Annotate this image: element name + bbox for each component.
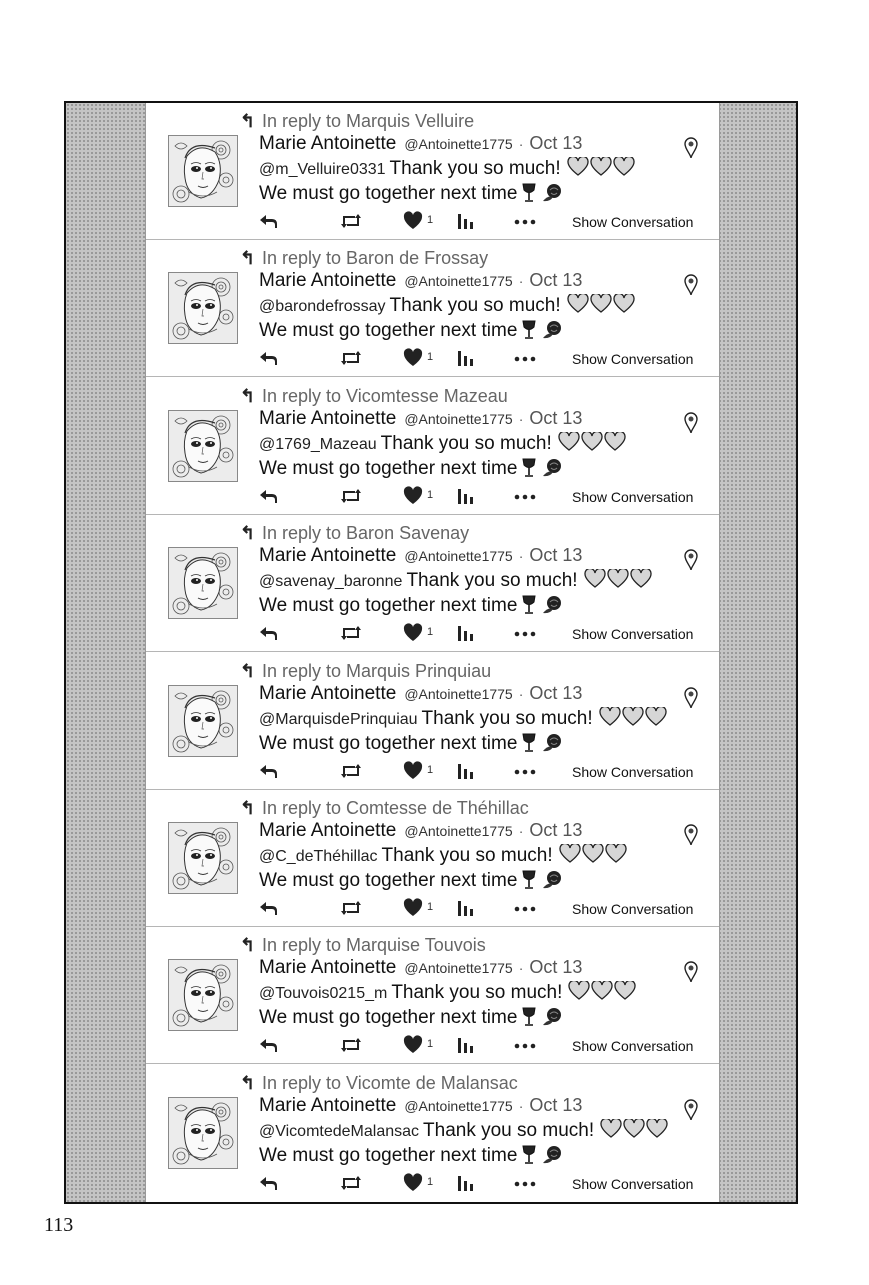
mention-link[interactable]: @C_deThéhillac [259, 848, 378, 865]
show-conversation-link[interactable]: Show Conversation [572, 1038, 694, 1055]
like-count: 1 [427, 351, 434, 364]
like-count: 1 [427, 488, 434, 501]
show-conversation-link[interactable]: Show Conversation [572, 901, 694, 917]
display-name[interactable]: Marie Antoinette [259, 407, 397, 429]
user-handle[interactable]: @Antoinette1775 [404, 1097, 513, 1114]
location-pin-icon [683, 687, 699, 709]
tweet-text-second: We must go together next time [259, 1007, 518, 1029]
separator-dot: · [518, 273, 524, 290]
reply-to-text: In reply to Baron de Frossay [262, 248, 489, 269]
wine-glass-icon [522, 1007, 536, 1033]
user-handle[interactable]: @Antoinette1775 [404, 273, 513, 290]
heart-outline-icon [584, 569, 652, 595]
tweet-text-line-1 [259, 157, 635, 183]
user-handle[interactable]: @Antoinette1775 [404, 548, 513, 565]
heart-outline-icon [567, 157, 635, 183]
avatar[interactable] [168, 959, 238, 1031]
tweet-actions [146, 486, 719, 508]
reply-context[interactable] [240, 386, 508, 407]
reply-context-icon: ↰ [240, 523, 256, 544]
rose-icon [541, 1145, 563, 1171]
heart-icon[interactable] [403, 1035, 423, 1055]
avatar[interactable] [168, 685, 238, 757]
reply-to-text: In reply to Marquis Velluire [262, 111, 475, 131]
user-handle[interactable]: @Antoinette1775 [404, 410, 513, 427]
heart-icon[interactable] [403, 211, 423, 231]
tweet-text-line-2 [259, 1007, 563, 1033]
stats-bars-icon[interactable] [457, 1173, 475, 1193]
reply-context-icon: ↰ [240, 798, 256, 818]
more-dots-icon[interactable] [514, 211, 536, 231]
tweet-header [259, 683, 582, 705]
heart-outline-icon [568, 981, 636, 1007]
display-name[interactable]: Marie Antoinette [259, 133, 397, 154]
display-name[interactable]: Marie Antoinette [259, 545, 397, 567]
display-name[interactable]: Marie Antoinette [259, 957, 397, 979]
like-count: 1 [427, 214, 434, 226]
show-conversation-link[interactable]: Show Conversation [572, 351, 694, 368]
more-dots-icon[interactable] [514, 1173, 536, 1193]
tweet-text: Thank you so much! [389, 295, 561, 317]
tweet-date[interactable]: Oct 13 [529, 820, 583, 840]
tweet-card[interactable] [146, 103, 719, 240]
reply-context[interactable] [240, 798, 529, 819]
separator-dot: · [518, 136, 524, 152]
wine-glass-icon [522, 183, 536, 209]
tweet-date[interactable]: Oct 13 [529, 133, 583, 153]
user-handle[interactable]: @Antoinette1775 [404, 136, 513, 152]
stats-bars-icon[interactable] [457, 761, 475, 781]
tweet-text-line-1 [259, 294, 635, 320]
retweet-icon[interactable] [339, 898, 363, 918]
wine-glass-icon [522, 870, 536, 896]
tweet-text-line-2 [259, 733, 563, 759]
wine-glass-icon [522, 733, 536, 759]
tweet-text-line-1 [259, 707, 667, 733]
tweet-card[interactable] [146, 927, 719, 1064]
tweet-header [259, 545, 582, 567]
reply-to-text: In reply to Comtesse de Théhillac [262, 798, 529, 818]
reply-context-icon: ↰ [240, 1072, 256, 1093]
retweet-icon[interactable] [339, 761, 363, 781]
tweet-text-second: We must go together next time [259, 870, 518, 891]
reply-context-icon: ↰ [240, 660, 256, 681]
display-name[interactable]: Marie Antoinette [259, 820, 397, 841]
reply-context-icon: ↰ [240, 385, 256, 406]
tweet-actions [146, 211, 719, 233]
tweet-text-second: We must go together next time [259, 183, 518, 204]
mention-link[interactable]: @m_Velluire0331 [259, 161, 386, 178]
tweet-card[interactable] [146, 790, 719, 927]
rose-icon [541, 595, 563, 621]
tweet-card[interactable] [146, 1065, 719, 1202]
reply-arrow-icon[interactable] [258, 1035, 278, 1055]
retweet-icon[interactable] [339, 486, 363, 506]
show-conversation-link[interactable]: Show Conversation [572, 626, 694, 643]
like-count: 1 [427, 763, 434, 776]
stats-bars-icon[interactable] [457, 898, 475, 918]
tweet-actions [146, 761, 719, 783]
tweet-text-line-1 [259, 432, 626, 458]
rose-icon [541, 458, 563, 484]
tweet-text: Thank you so much! [389, 158, 561, 179]
tweet-text-line-2 [259, 1145, 563, 1171]
avatar[interactable] [168, 547, 238, 619]
reply-context[interactable] [240, 661, 491, 682]
separator-dot: · [518, 823, 524, 839]
tweet-card[interactable] [146, 378, 719, 515]
more-dots-icon[interactable] [514, 486, 536, 506]
user-handle[interactable]: @Antoinette1775 [404, 960, 513, 977]
wine-glass-icon [522, 595, 536, 621]
tweet-actions [146, 1035, 719, 1057]
wine-glass-icon [522, 458, 536, 484]
reply-context[interactable] [240, 935, 486, 956]
heart-outline-icon [600, 1119, 668, 1145]
reply-arrow-icon[interactable] [258, 211, 278, 231]
display-name[interactable]: Marie Antoinette [259, 1094, 397, 1116]
retweet-icon[interactable] [339, 623, 363, 643]
stats-bars-icon[interactable] [457, 486, 475, 506]
user-handle[interactable]: @Antoinette1775 [404, 823, 513, 839]
tweet-actions [146, 623, 719, 645]
tweet-actions [146, 348, 719, 370]
tweet-card[interactable] [146, 240, 719, 377]
tweet-text-line-2 [259, 458, 563, 484]
heart-icon[interactable] [403, 623, 423, 643]
tweet-card[interactable] [146, 653, 719, 790]
tweet-text-line-1 [259, 844, 627, 870]
reply-to-text: In reply to Baron Savenay [262, 523, 470, 544]
mention-link[interactable]: @MarquisdePrinquiau [259, 710, 418, 728]
reply-arrow-icon[interactable] [258, 348, 278, 368]
tweet-text: Thank you so much! [391, 982, 563, 1004]
reply-context[interactable] [240, 111, 474, 132]
retweet-icon[interactable] [339, 348, 363, 368]
heart-outline-icon [558, 432, 626, 458]
tweet-text: Thank you so much! [406, 570, 578, 592]
like-count: 1 [427, 626, 434, 639]
like-count: 1 [427, 1038, 434, 1051]
tweet-header [259, 408, 582, 430]
tweet-actions [146, 1173, 719, 1195]
retweet-icon[interactable] [339, 211, 363, 231]
reply-context-icon: ↰ [240, 248, 256, 269]
tweet-text-line-2 [259, 183, 563, 209]
tweet-text: Thank you so much! [380, 432, 552, 454]
tweet-text-line-2 [259, 320, 563, 346]
reply-to-text: In reply to Vicomtesse Mazeau [262, 385, 508, 406]
tweet-date[interactable]: Oct 13 [529, 957, 583, 978]
stats-bars-icon[interactable] [457, 211, 475, 231]
reply-context-icon: ↰ [240, 111, 256, 131]
tweet-text-line-1 [259, 1119, 668, 1145]
rose-icon [541, 870, 563, 896]
tweet-text-second: We must go together next time [259, 1144, 518, 1166]
reply-arrow-icon[interactable] [258, 761, 278, 781]
tweet-date[interactable]: Oct 13 [529, 270, 583, 291]
tweet-date[interactable]: Oct 13 [529, 407, 583, 428]
reply-to-text: In reply to Marquis Prinquiau [262, 660, 492, 681]
display-name[interactable]: Marie Antoinette [259, 682, 397, 704]
user-handle[interactable]: @Antoinette1775 [404, 685, 513, 702]
tweet-header [259, 133, 582, 155]
reply-arrow-icon[interactable] [258, 898, 278, 918]
tweet-text: Thank you so much! [421, 707, 593, 729]
separator-dot: · [518, 685, 524, 702]
tweet-date[interactable]: Oct 13 [529, 545, 583, 566]
avatar[interactable] [168, 272, 238, 344]
show-conversation-link[interactable]: Show Conversation [572, 1175, 694, 1192]
stats-bars-icon[interactable] [457, 1035, 475, 1055]
mention-link[interactable]: @Touvois0215_m [259, 985, 388, 1003]
location-pin-icon [683, 274, 699, 296]
heart-icon[interactable] [403, 1173, 423, 1193]
tweet-date[interactable]: Oct 13 [529, 682, 583, 703]
location-pin-icon [683, 824, 699, 846]
tweet-text-second: We must go together next time [259, 595, 518, 617]
location-pin-icon [683, 961, 699, 983]
reply-to-text: In reply to Vicomte de Malansac [262, 1072, 518, 1093]
tweet-text: Thank you so much! [381, 845, 553, 866]
reply-context[interactable] [240, 1073, 518, 1094]
mention-link[interactable]: @barondefrossay [259, 298, 386, 316]
avatar[interactable] [168, 410, 238, 482]
rose-icon [541, 733, 563, 759]
heart-icon[interactable] [403, 898, 423, 918]
reply-context[interactable] [240, 248, 488, 269]
heart-outline-icon [599, 707, 667, 733]
tweet-header [259, 957, 582, 979]
mention-link[interactable]: @savenay_baronne [259, 573, 403, 591]
more-dots-icon[interactable] [514, 761, 536, 781]
reply-to-text: In reply to Marquise Touvois [262, 935, 486, 956]
retweet-icon[interactable] [339, 1035, 363, 1055]
tweet-text-line-1 [259, 569, 652, 595]
location-pin-icon [683, 1099, 699, 1121]
avatar[interactable] [168, 1097, 238, 1169]
separator-dot: · [518, 410, 524, 427]
tweet-header [259, 270, 582, 292]
page-number: 113 [44, 1214, 74, 1236]
separator-dot: · [518, 548, 524, 565]
reply-arrow-icon[interactable] [258, 623, 278, 643]
avatar[interactable] [168, 822, 238, 894]
tweet-header [259, 1095, 582, 1117]
manga-panel [64, 101, 798, 1204]
tweet-timeline [145, 103, 720, 1202]
more-dots-icon[interactable] [514, 1035, 536, 1055]
tweet-header [259, 820, 582, 842]
more-dots-icon[interactable] [514, 348, 536, 368]
mention-link[interactable]: @VicomtedeMalansac [259, 1122, 420, 1140]
stats-bars-icon[interactable] [457, 623, 475, 643]
tweet-card[interactable] [146, 515, 719, 652]
location-pin-icon [683, 412, 699, 434]
reply-arrow-icon[interactable] [258, 1173, 278, 1193]
location-pin-icon [683, 549, 699, 571]
tweet-actions [146, 898, 719, 920]
tweet-text-line-1 [259, 981, 636, 1007]
reply-context[interactable] [240, 523, 469, 544]
rose-icon [541, 183, 563, 209]
tweet-text-second: We must go together next time [259, 732, 518, 754]
tweet-text-second: We must go together next time [259, 457, 518, 479]
location-pin-icon [683, 137, 699, 159]
wine-glass-icon [522, 320, 536, 346]
heart-icon[interactable] [403, 348, 423, 368]
heart-outline-icon [567, 294, 635, 320]
tweet-date[interactable]: Oct 13 [529, 1094, 583, 1115]
more-dots-icon[interactable] [514, 898, 536, 918]
display-name[interactable]: Marie Antoinette [259, 270, 397, 292]
tweet-text-line-2 [259, 595, 563, 621]
rose-icon [541, 320, 563, 346]
more-dots-icon[interactable] [514, 623, 536, 643]
tweet-text-second: We must go together next time [259, 320, 518, 342]
reply-context-icon: ↰ [240, 935, 256, 956]
separator-dot: · [518, 1097, 524, 1114]
heart-outline-icon [559, 844, 627, 870]
show-conversation-link[interactable]: Show Conversation [572, 763, 694, 780]
avatar[interactable] [168, 135, 238, 207]
stats-bars-icon[interactable] [457, 348, 475, 368]
heart-icon[interactable] [403, 761, 423, 781]
mention-link[interactable]: @1769_Mazeau [259, 435, 377, 453]
like-count: 1 [427, 901, 434, 913]
like-count: 1 [427, 1175, 434, 1188]
tweet-text-line-2 [259, 870, 563, 896]
tweet-text: Thank you so much! [423, 1119, 595, 1141]
retweet-icon[interactable] [339, 1173, 363, 1193]
rose-icon [541, 1007, 563, 1033]
heart-icon[interactable] [403, 486, 423, 506]
show-conversation-link[interactable]: Show Conversation [572, 214, 694, 230]
show-conversation-link[interactable]: Show Conversation [572, 488, 694, 505]
wine-glass-icon [522, 1145, 536, 1171]
separator-dot: · [518, 960, 524, 977]
reply-arrow-icon[interactable] [258, 486, 278, 506]
